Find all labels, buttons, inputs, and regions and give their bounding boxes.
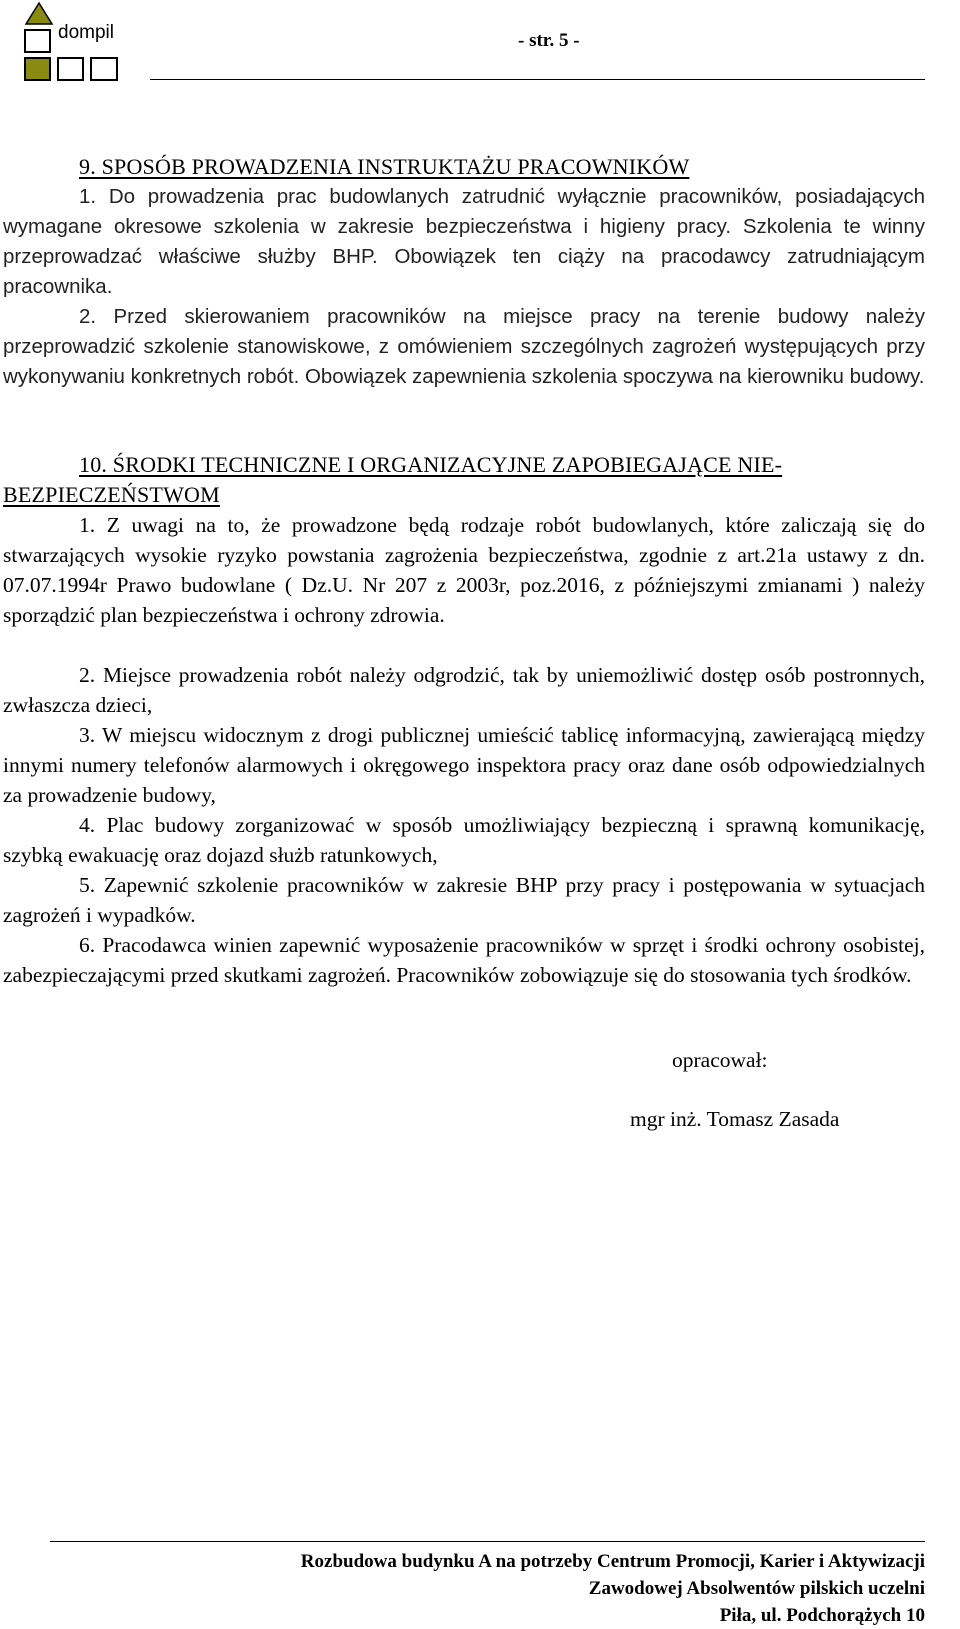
- section-10-item-4: 4. Plac budowy zorganizować w sposób umożliwiający bezpieczną i sprawną komunikację, szybką ewakuację oraz dojazd służb ratunkowych,: [3, 813, 925, 867]
- section-10-item-3: 3. W miejscu widocznym z drogi publicznej umieścić tablicę informacyjną, zawierającą między innymi numery telefonów alarmowych i okręgowego inspektora pracy oraz dane osób odpowiedzialnych za prowadzenie budowy,: [3, 723, 925, 807]
- section-10-heading: 10. ŚRODKI TECHNICZNE I ORGANIZACYJNE ZAPOBIEGAJĄCE NIE-BEZPIECZEŃSTWOM: [3, 452, 783, 507]
- section-9-heading: 9. SPOSÓB PROWADZENIA INSTRUKTAŻU PRACOWNIKÓW: [79, 154, 690, 179]
- logo-square-filled: [25, 58, 50, 80]
- footer-line-3: Piła, ul. Podchorążych 10: [719, 1605, 925, 1626]
- logo-square-3: [91, 58, 117, 80]
- logo-triangle: [26, 3, 52, 24]
- section-10-item-6: 6. Pracodawca winien zapewnić wyposażenie pracowników w sprzęt i środki ochrony osobistej, zabezpieczającymi przed skutkami zagrożeń. Pracowników zobowiązuje się do stosowania tych środków.: [3, 933, 925, 987]
- footer: [301, 1548, 925, 1629]
- header-rule: [150, 79, 925, 80]
- signature-label: opracował:: [672, 1048, 768, 1072]
- footer-line-1: Rozbudowa budynku A na potrzeby Centrum Promocji, Karier i Aktywizacji: [300, 1551, 925, 1572]
- section-9-paragraph-1: 1. Do prowadzenia prac budowlanych zatrudnić wyłącznie pracowników, posiadających wymagane okresowe szkolenia w zakresie bezpieczeństwa i higieny pracy. Szkolenia te winny przeprowadzać właściwe służby BHP. Obowiązek ten ciąży na pracodawcy zatrudniającym pracownika.: [3, 185, 925, 298]
- section-10-item-2: 2. Miejsce prowadzenia robót należy odgrodzić, tak by uniemożliwić dostęp osób postronnych, zwłaszcza dzieci,: [3, 663, 925, 717]
- section-10-item-1: 1. Z uwagi na to, że prowadzone będą rodzaje robót budowlanych, które zaliczają się do stwarzających wysokie ryzyko powstania zagrożenia bezpieczeństwa, zgodnie z art.21a ustawy z dn. 07.07.1994r Prawo budowlane ( Dz.U. Nr 207 z 2003r, poz.2016, z późniejszymi zmianami ) należy sporządzić plan bezpieczeństwa i ochrony zdrowia.: [3, 513, 925, 627]
- logo-square-2: [58, 58, 83, 80]
- section-9-paragraph-2: 2. Przed skierowaniem pracowników na miejsce pracy na terenie budowy należy przeprowadzić szkolenie stanowiskowe, z omówieniem szczególnych zagrożeń występujących przy wykonywaniu konkretnych robót. Obowiązek zapewnienia szkolenia spoczywa na kierowniku budowy.: [3, 305, 925, 388]
- page-number: - str. 5 -: [518, 30, 580, 51]
- footer-rule: [50, 1541, 925, 1542]
- signature-name: mgr inż. Tomasz Zasada: [630, 1107, 840, 1131]
- logo-text: dompil: [58, 22, 114, 43]
- section-10-item-5: 5. Zapewnić szkolenie pracowników w zakresie BHP przy pracy i postępowania w sytuacjach zagrożeń i wypadków.: [3, 873, 925, 927]
- logo-square-top: [25, 30, 50, 52]
- dompil-logo: [22, 0, 152, 88]
- footer-line-2: Zawodowej Absolwentów pilskich uczelni: [588, 1578, 925, 1599]
